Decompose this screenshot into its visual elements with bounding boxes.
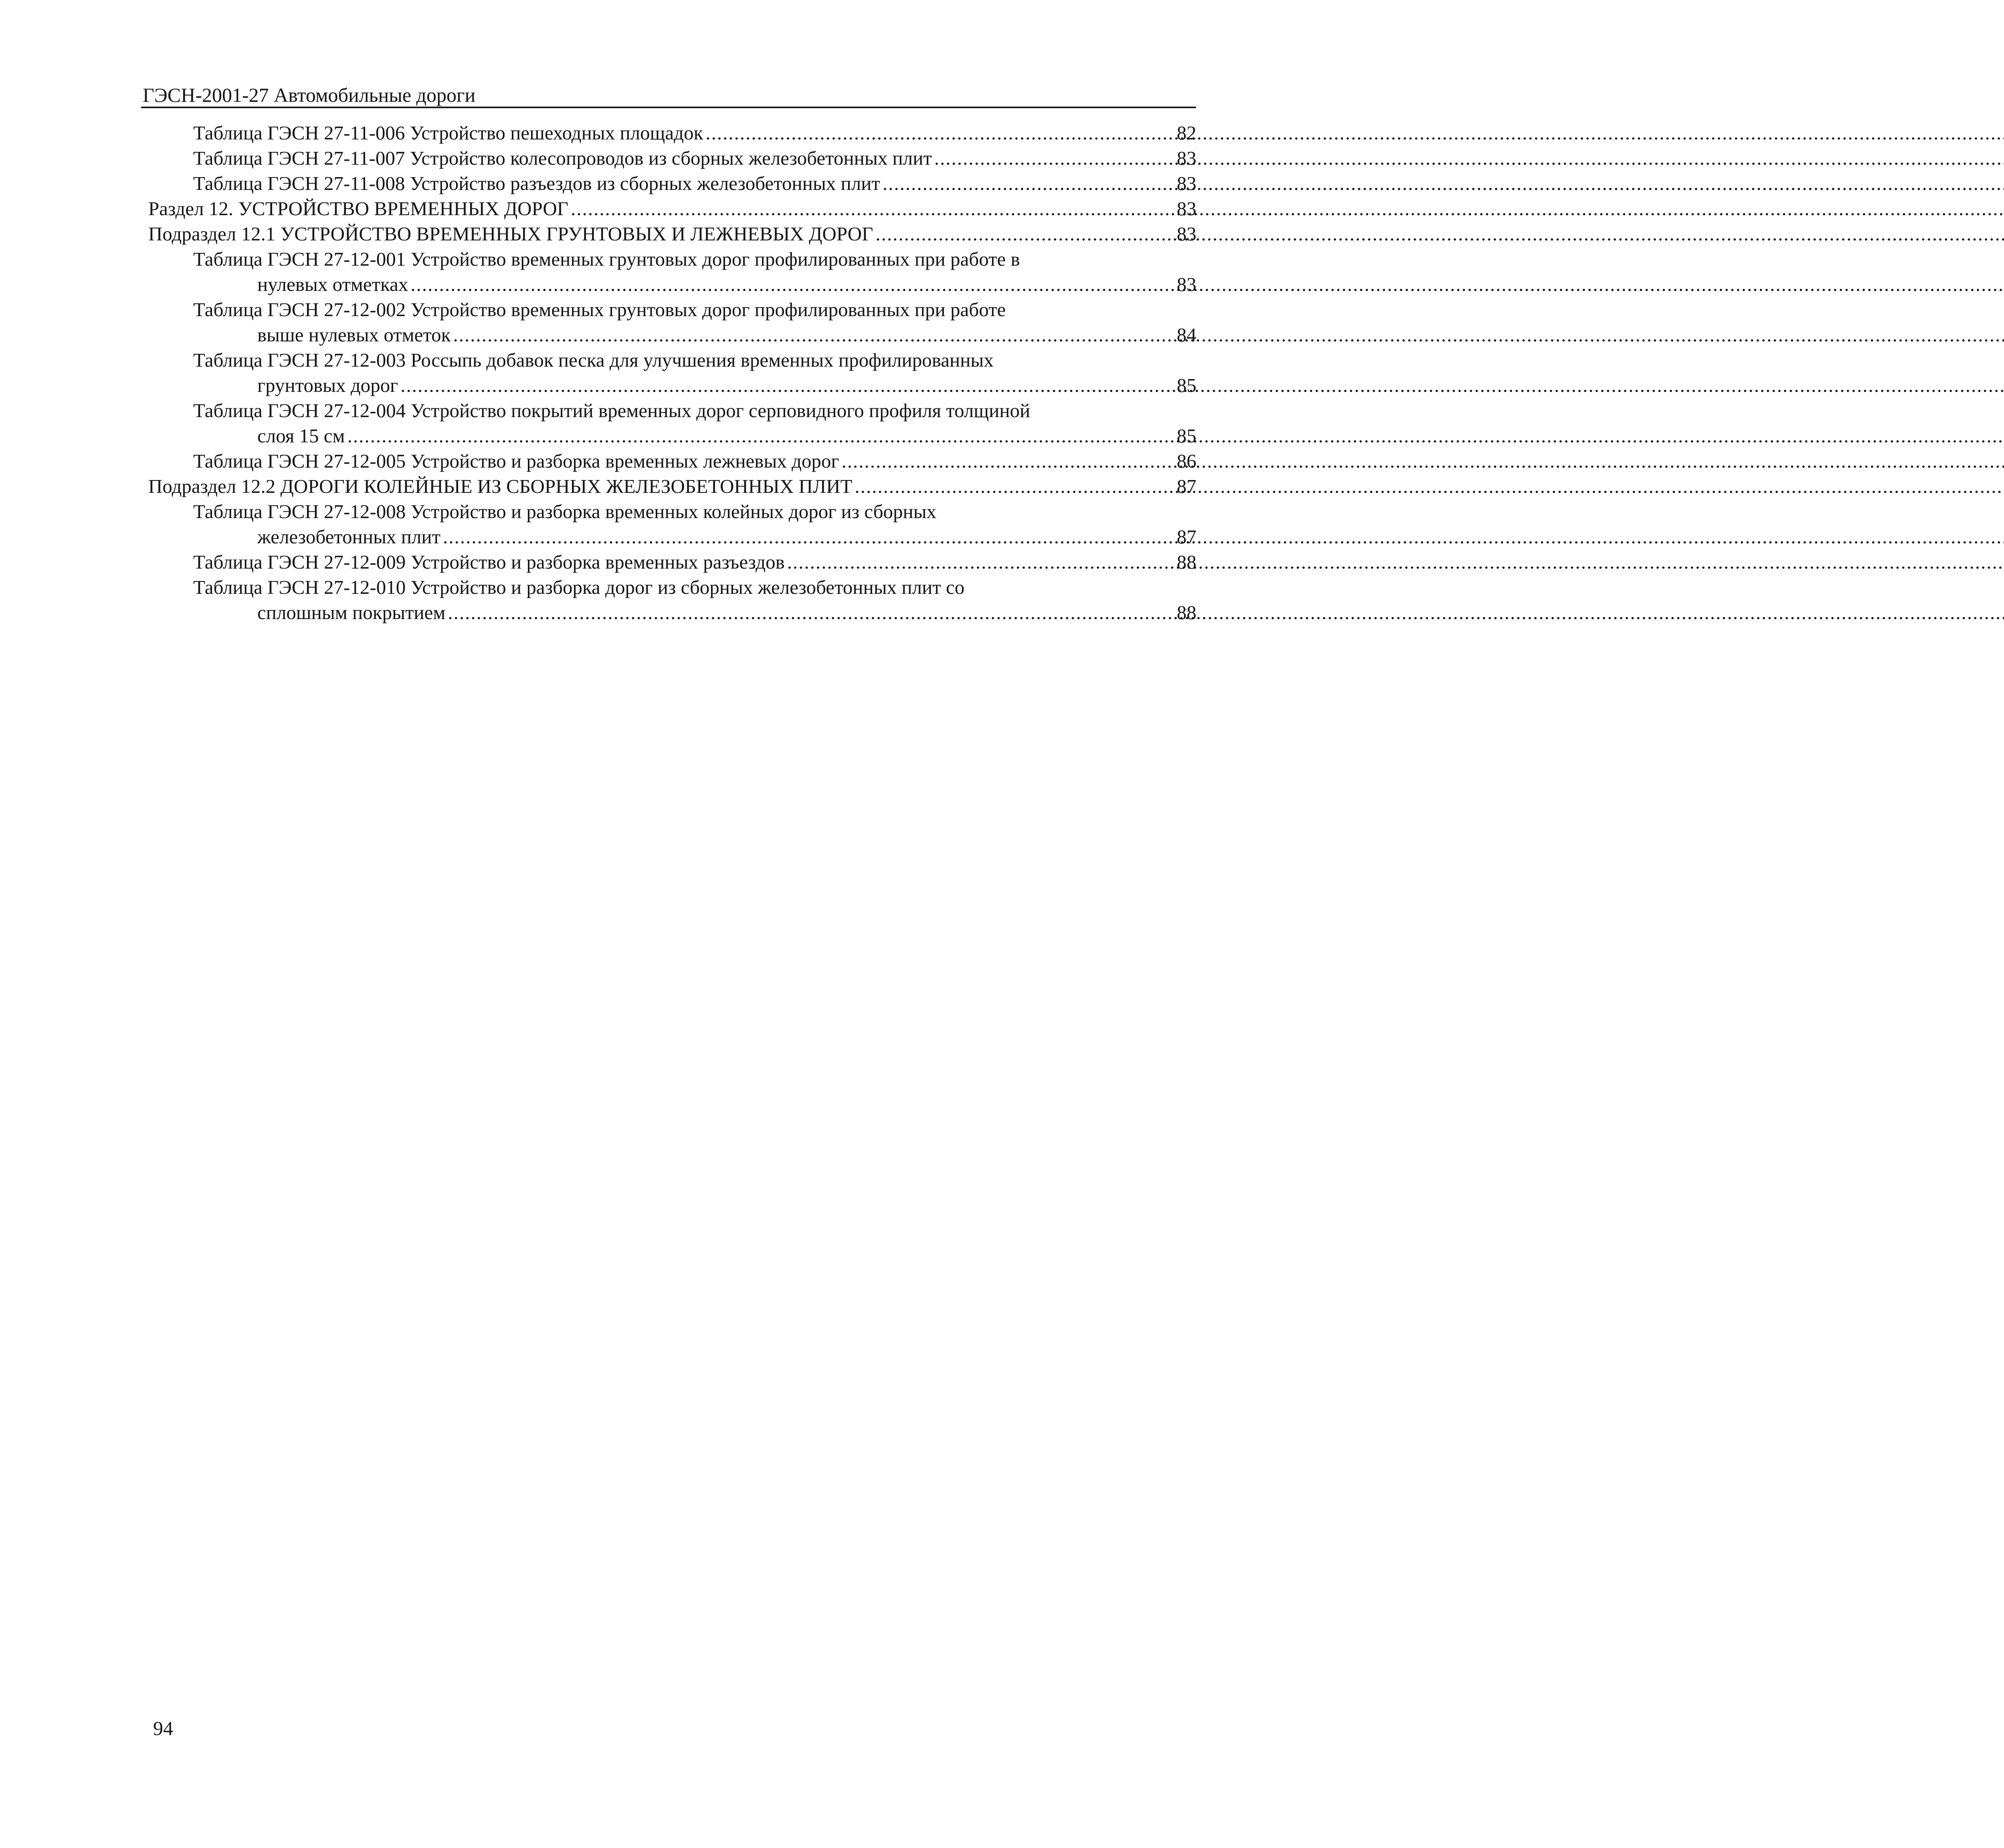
dot-leader (842, 448, 1174, 474)
toc-entry-line (148, 474, 1196, 499)
toc-entry-title: Таблица ГЭСН 27-12-005 Устройство и разборка временных лежневых дорог (193, 450, 839, 472)
toc-entry-title: Таблица ГЭСН 27-11-008 Устройство разъездов из сборных железобетонных плит (193, 172, 880, 194)
dot-leader (347, 423, 1174, 448)
toc-page-number: 82 (1177, 122, 1196, 144)
toc-entry-line (193, 575, 1196, 600)
toc-page-number: 88 (1177, 551, 1196, 573)
toc-entry-title: Таблица ГЭСН 27-12-002 Устройство временных грунтовых дорог профилированных при работе (193, 299, 1006, 321)
toc-entry-line (193, 398, 1196, 423)
dot-leader (571, 196, 1174, 221)
toc-table-entry[interactable] (148, 145, 1196, 171)
toc-entry-continuation (193, 600, 1196, 625)
toc-entry-line (193, 246, 1196, 272)
toc-entry-title: Таблица ГЭСН 27-12-008 Устройство и разборка временных колейных дорог из сборных (193, 500, 937, 523)
toc-entry-line (193, 347, 1196, 373)
toc-table-entry[interactable] (148, 398, 1196, 448)
toc-page-number: 83 (1177, 273, 1196, 295)
toc-entry-title: Таблица ГЭСН 27-12-010 Устройство и разборка дорог из сборных железобетонных плит со (193, 576, 965, 598)
toc-section-entry[interactable] (148, 221, 1196, 246)
dot-leader (400, 373, 1174, 398)
toc-entry-title: Таблица ГЭСН 27-11-006 Устройство пешеходных площадок (193, 122, 703, 144)
toc-page-number: 87 (1177, 475, 1196, 497)
toc-entry-title: Таблица ГЭСН 27-12-001 Устройство временных грунтовых дорог профилированных при работе в (193, 248, 1020, 270)
toc-entry-title: Таблица ГЭСН 27-12-004 Устройство покрытий временных дорог серповидного профиля толщиной (193, 399, 1030, 422)
toc-table-entry[interactable] (148, 297, 1196, 347)
toc-entry-title: Подраздел 12.2 ДОРОГИ КОЛЕЙНЫЕ ИЗ СБОРНЫХ ЖЕЛЕЗОБЕТОННЫХ ПЛИТ (148, 475, 853, 497)
running-header-title: ГЭСН-2001-27 Автомобильные дороги (143, 84, 476, 106)
toc-entry-line (193, 448, 1196, 474)
toc-entry-title: Подраздел 12.1 УСТРОЙСТВО ВРЕМЕННЫХ ГРУНТОВЫХ И ЛЕЖНЕВЫХ ДОРОГ (148, 223, 873, 245)
toc-page-number: 83 (1177, 147, 1196, 169)
toc-entry-line (148, 196, 1196, 221)
toc-entry-continuation (193, 524, 1196, 549)
toc-table-entry[interactable] (148, 448, 1196, 474)
toc-entry-continuation (193, 423, 1196, 448)
dot-leader (787, 549, 1174, 575)
toc-section-entry[interactable] (148, 196, 1196, 221)
dot-leader (410, 272, 1174, 297)
dot-leader (883, 171, 1174, 196)
toc-entry-line (193, 145, 1196, 171)
page-header (141, 79, 1196, 108)
toc-entry-line (193, 549, 1196, 575)
dot-leader (705, 120, 1174, 145)
dot-leader (934, 145, 1174, 171)
toc-table-entry[interactable] (148, 549, 1196, 575)
toc-table-entry[interactable] (148, 575, 1196, 625)
dot-leader (855, 474, 1174, 499)
toc-entry-line (193, 171, 1196, 196)
toc-entry-title: железобетонных плит (257, 526, 441, 548)
page-number: 94 (153, 1717, 173, 1739)
toc-entry-continuation (193, 322, 1196, 347)
toc-entry-line (193, 297, 1196, 322)
toc-entry-line (193, 499, 1196, 524)
toc-page-number: 88 (1177, 601, 1196, 623)
toc-page-number: 86 (1177, 450, 1196, 472)
dot-leader (448, 600, 1174, 625)
toc-entry-title: грунтовых дорог (257, 374, 398, 396)
toc-entry-continuation (193, 272, 1196, 297)
toc-entry-title: слоя 15 см (257, 425, 345, 447)
dot-leader (443, 524, 1174, 549)
toc-entry-title: Таблица ГЭСН 27-12-009 Устройство и разборка временных разъездов (193, 551, 785, 573)
toc-table-entry[interactable] (148, 171, 1196, 196)
toc-entry-title: выше нулевых отметок (257, 324, 451, 346)
toc-table-entry[interactable] (148, 499, 1196, 549)
toc-entry-title: Раздел 12. УСТРОЙСТВО ВРЕМЕННЫХ ДОРОГ (148, 198, 569, 220)
toc-entry-title: Таблица ГЭСН 27-11-007 Устройство колесопроводов из сборных железобетонных плит (193, 147, 932, 169)
toc-entry-title: Таблица ГЭСН 27-12-003 Россыпь добавок песка для улучшения временных профилированных (193, 349, 994, 371)
toc-page-number: 85 (1177, 374, 1196, 396)
toc-table-entry[interactable] (148, 120, 1196, 145)
toc-entry-title: нулевых отметках (257, 273, 408, 295)
toc-page-number: 83 (1177, 223, 1196, 245)
dot-leader (453, 322, 1174, 347)
toc-page-number: 87 (1177, 526, 1196, 548)
table-of-contents (148, 120, 1196, 625)
toc-entry-line (193, 120, 1196, 145)
toc-entry-title: сплошным покрытием (257, 601, 446, 623)
toc-page-number: 85 (1177, 425, 1196, 447)
toc-entry-line (148, 221, 1196, 246)
toc-table-entry[interactable] (148, 246, 1196, 297)
toc-entry-continuation (193, 373, 1196, 398)
dot-leader (875, 221, 1174, 246)
toc-page-number: 84 (1177, 324, 1196, 346)
toc-page-number: 83 (1177, 198, 1196, 220)
toc-table-entry[interactable] (148, 347, 1196, 398)
toc-section-entry[interactable] (148, 474, 1196, 499)
toc-page-number: 83 (1177, 172, 1196, 194)
